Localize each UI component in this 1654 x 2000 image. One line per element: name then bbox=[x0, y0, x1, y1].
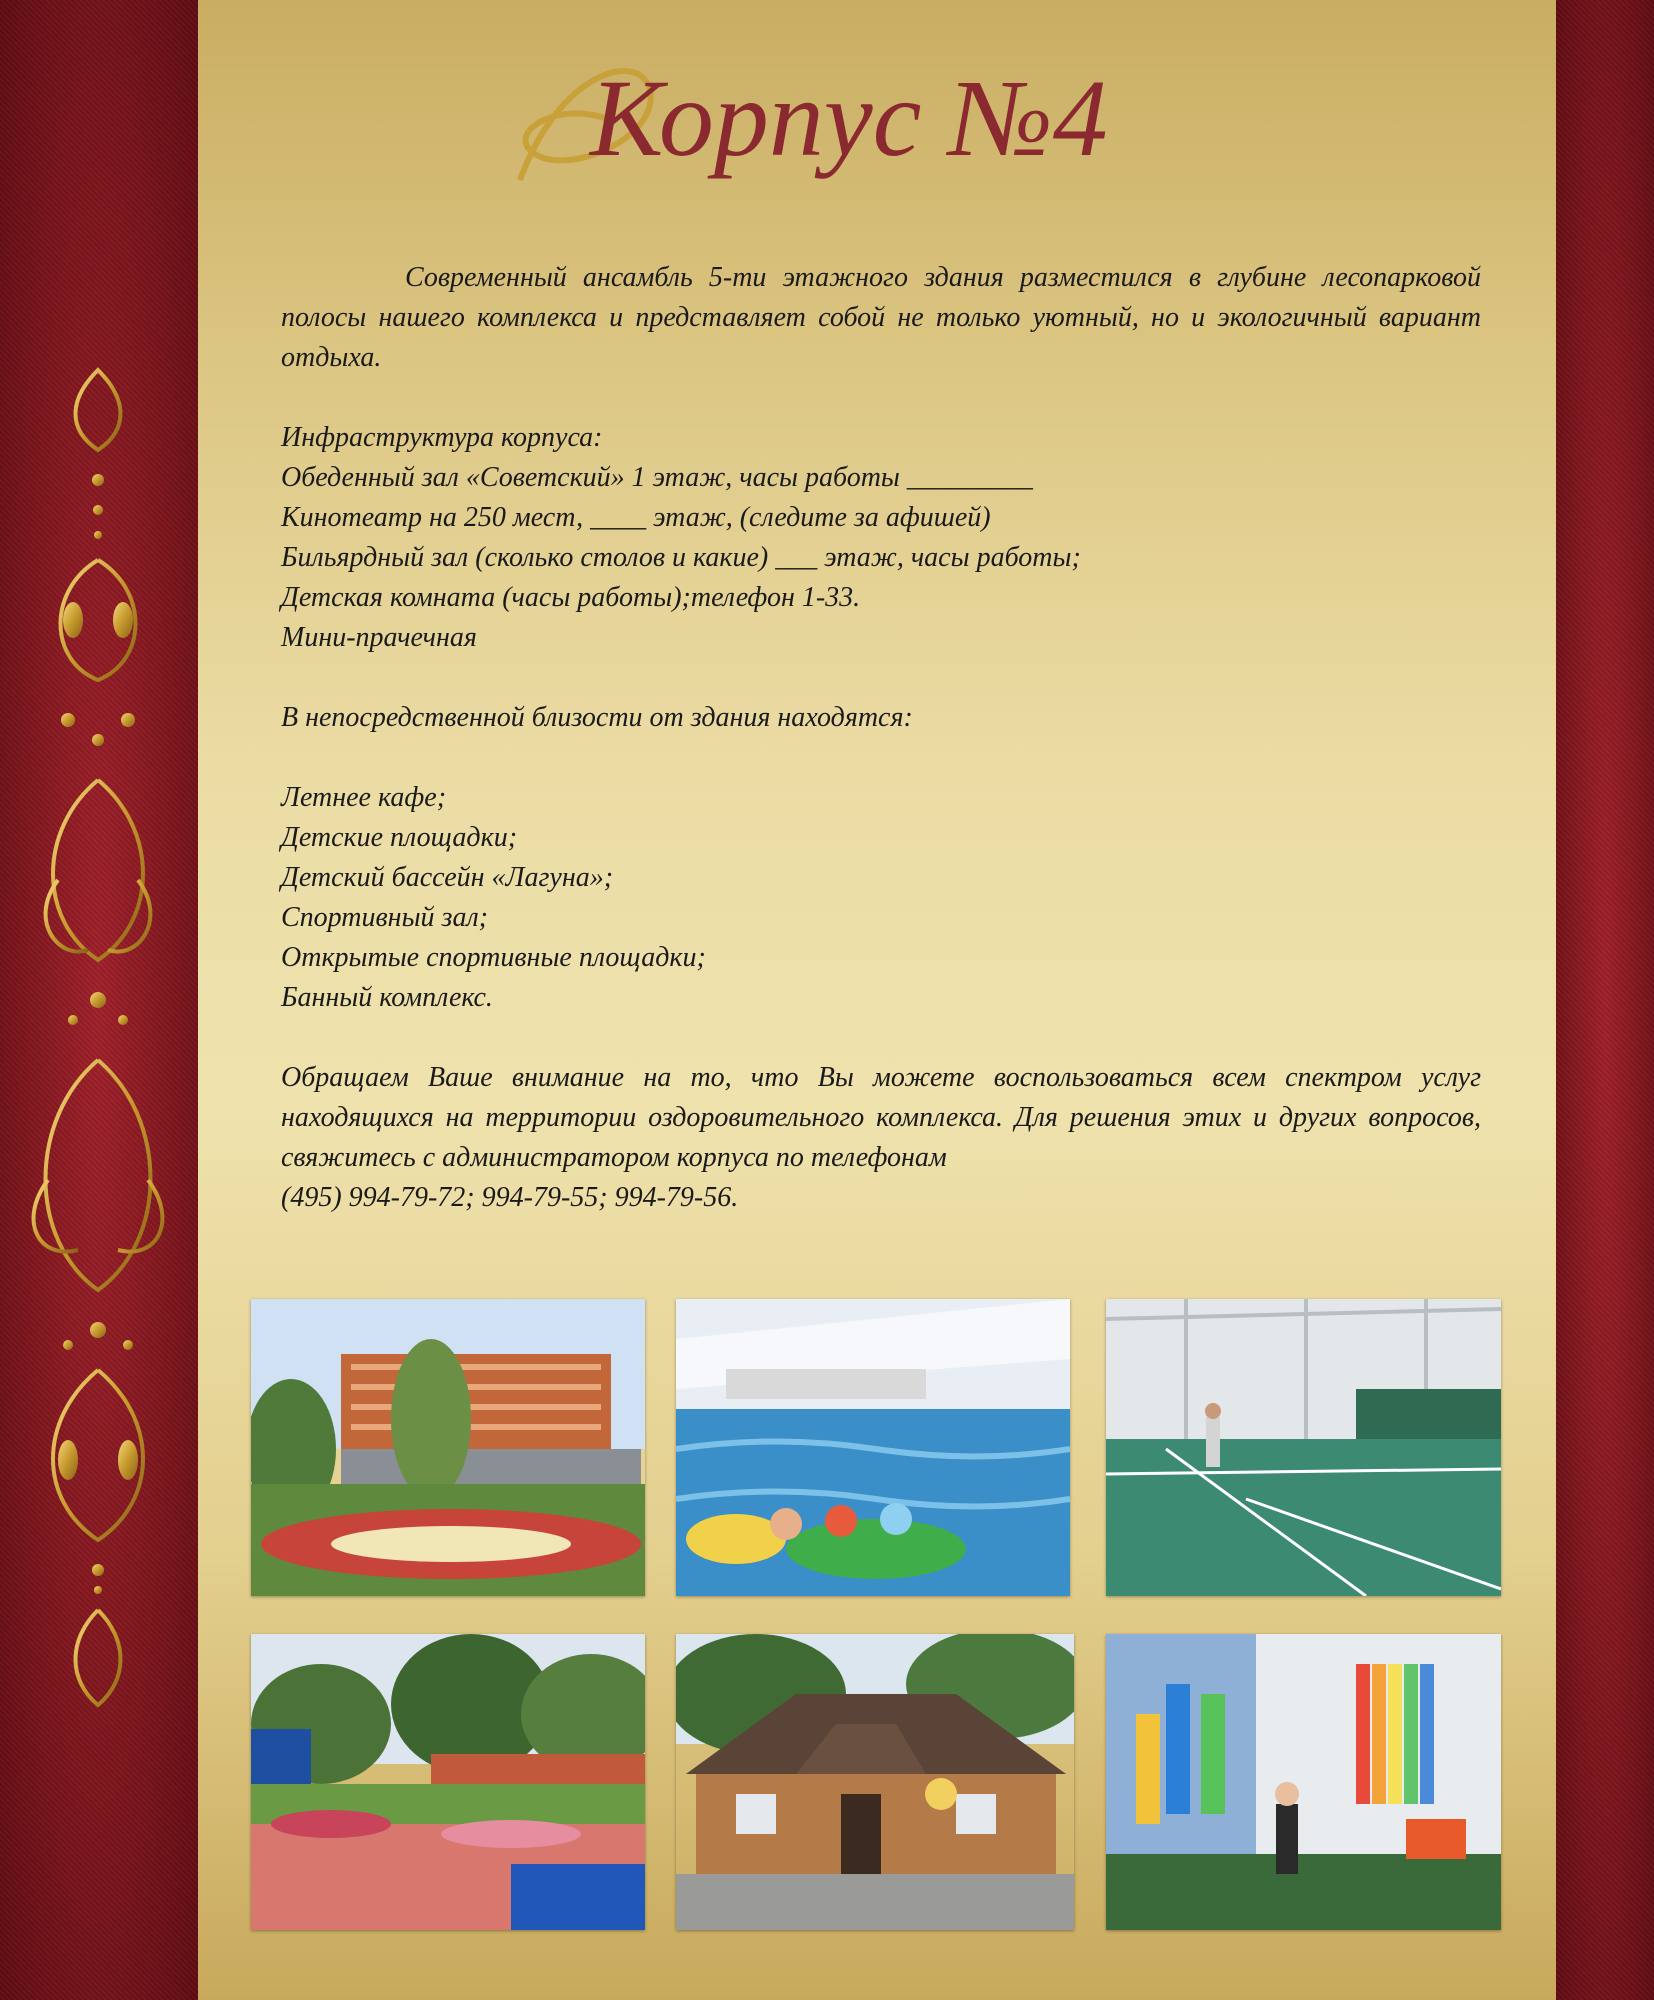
infrastructure-item: Обеденный зал «Советский» 1 этаж, часы работы _________ bbox=[281, 462, 1033, 493]
nearby-item: Банный комплекс. bbox=[281, 982, 493, 1013]
sports-grounds-photo bbox=[251, 1634, 645, 1930]
bath-complex-photo bbox=[676, 1634, 1074, 1930]
infrastructure-item: Детская комната (часы работы);телефон 1-33. bbox=[281, 582, 861, 613]
main-text bbox=[281, 258, 1481, 1218]
kids-room-photo bbox=[1106, 1634, 1501, 1930]
nearby-item: Детский бассейн «Лагуна»; bbox=[281, 862, 614, 893]
tennis-hall-photo bbox=[1106, 1299, 1501, 1596]
nearby-heading: В непосредственной близости от здания находятся: bbox=[281, 702, 913, 733]
title-text: Корпус №4 bbox=[590, 57, 1108, 179]
notice-phones: (495) 994-79-72; 994-79-55; 994-79-56. bbox=[281, 1182, 739, 1213]
infrastructure-heading: Инфраструктура корпуса: bbox=[281, 422, 603, 453]
nearby-item: Детские площадки; bbox=[281, 822, 518, 853]
nearby-item: Открытые спортивные площадки; bbox=[281, 942, 706, 973]
left-decorative-band bbox=[0, 0, 198, 2000]
building-photo bbox=[251, 1299, 645, 1596]
page-title bbox=[500, 30, 1220, 210]
nearby-item: Спортивный зал; bbox=[281, 902, 488, 933]
notice-paragraph: Обращаем Ваше внимание на то, что Вы можете воспользоваться всем спектром услуг находящихся на территории оздоровительного комплекса. Для решения этих и других вопросов, свяжитесь с администратором корпуса по телефонам bbox=[281, 1062, 1481, 1173]
right-decorative-band bbox=[1556, 0, 1654, 2000]
infrastructure-item: Бильярдный зал (сколько столов и какие) ___ этаж, часы работы; bbox=[281, 542, 1081, 573]
intro-paragraph: Современный ансамбль 5-ти этажного здания разместился в глубине лесопарковой полосы нашего комплекса и представляет собой не только уютный, но и экологичный вариант отдыха. bbox=[281, 262, 1481, 373]
nearby-item: Летнее кафе; bbox=[281, 782, 447, 813]
gold-floral-ornament-icon bbox=[18, 360, 178, 1720]
infrastructure-item: Мини-прачечная bbox=[281, 622, 477, 653]
infrastructure-item: Кинотеатр на 250 мест, ____ этаж, (следите за афишей) bbox=[281, 502, 991, 533]
pool-photo bbox=[676, 1299, 1070, 1596]
